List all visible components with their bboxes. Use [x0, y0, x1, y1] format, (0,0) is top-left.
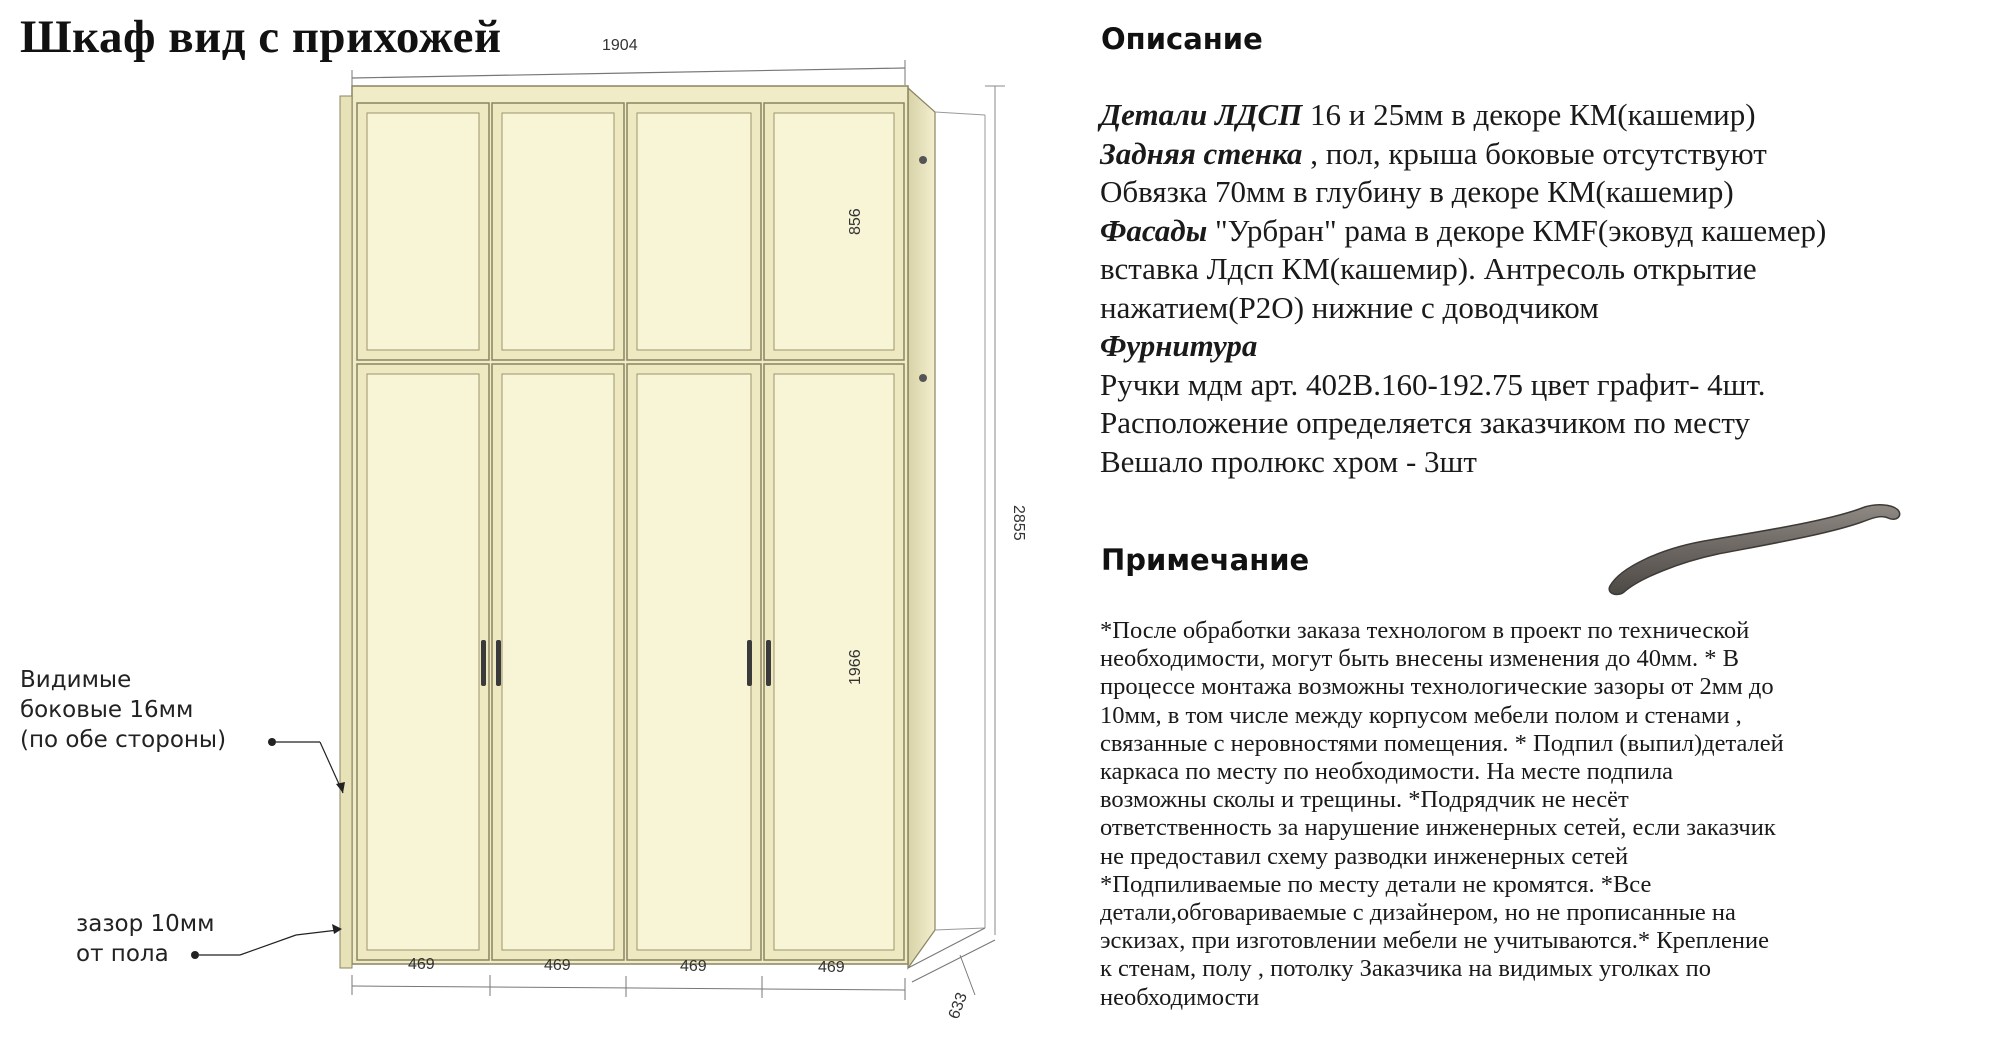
height-label: 2855 [1010, 505, 1027, 541]
sides-callout-line-3: (по обе стороны) [20, 727, 227, 753]
description-line-text: "Урбран" рама в декоре КМF(эковуд кашемер) [1207, 212, 1827, 248]
width-label: 1904 [602, 37, 638, 54]
note-line: необходимости [1100, 983, 1260, 1011]
note-heading: Примечание [1101, 543, 1310, 577]
description-line [1100, 443, 1980, 482]
description-line [1100, 289, 1980, 328]
lower-doors [357, 364, 904, 960]
description-text [1100, 96, 1980, 481]
gap-callout [76, 909, 215, 969]
upper-height-label: 856 [847, 208, 864, 235]
description-line-label: Фасады [1100, 212, 1208, 248]
description-line-text: Обвязка 70мм в глубину в декоре КМ(кашемир) [1100, 174, 1734, 209]
description-line-text: Вешало пролюкс хром - 3шт [1100, 443, 1477, 479]
door-width-4: 469 [818, 959, 845, 976]
door-width-2: 469 [544, 957, 571, 974]
note-line: *После обработки заказа технологом в проект по технической [1100, 617, 1750, 644]
description-heading: Описание [1101, 22, 1263, 56]
description-line-label: Задняя стенка [1100, 135, 1303, 171]
note-line: эскизах, при изготовлении мебели не учитываются.* Крепление [1100, 927, 1769, 955]
description-line [1100, 96, 1980, 135]
description-line [1100, 366, 1980, 405]
door-width-3: 469 [680, 958, 707, 975]
description-line-text: Ручки мдм арт. 402В.160-192.75 цвет графит- 4шт. [1100, 366, 1766, 402]
description-line-label: Фурнитура [1100, 328, 1258, 363]
note-line: не предоставил схему разводки инженерных сетей [1100, 842, 1629, 870]
description-line [1100, 173, 1980, 212]
handle-image [1600, 498, 1910, 598]
description-line [1100, 404, 1980, 443]
upper-doors [357, 103, 904, 360]
note-line: связанные с неровностями помещения. * Подпил (выпил)деталей [1100, 729, 1784, 757]
note-line: *Подпиливаемые по месту детали не кромятся. *Все [1100, 870, 1652, 898]
description-line-text: Расположение определяется заказчиком по месту [1100, 405, 1751, 440]
note-line: 10мм, в том числе между корпусом мебели полом и стенами , [1100, 701, 1742, 729]
height-dimension [985, 86, 1027, 935]
note-line: необходимости, могут быть внесены изменения до 40мм. * В [1100, 645, 1739, 673]
lower-height-label: 1966 [847, 649, 864, 685]
door-width-1: 469 [408, 956, 435, 973]
wardrobe-side-panel [908, 88, 935, 968]
description-line-text: нажатием(Р2О) нижние с доводчиком [1100, 289, 1599, 325]
gap-callout-line-1: зазор 10мм [76, 911, 215, 937]
note-line: ответственность за нарушение инженерных сетей, если заказчик [1100, 814, 1776, 842]
page-title: Шкаф вид с прихожей [20, 11, 502, 63]
side-callout-leader [268, 738, 345, 793]
note-line: детали,обговариваемые с дизайнером, но не прописанные на [1100, 899, 1736, 927]
description-line-text: 16 и 25мм в декоре КМ(кашемир) [1302, 97, 1756, 132]
description-line [1100, 250, 1980, 289]
description-line [1100, 212, 1980, 251]
description-line-label: Детали ЛДСП [1100, 97, 1303, 132]
note-line: к стенам, полу , потолку Заказчика на видимых уголках по [1100, 955, 1712, 983]
description-line [1100, 327, 1980, 366]
note-line: возможны сколы и трещины. *Подрядчик не несёт [1100, 786, 1629, 814]
description-line-text: , пол, крыша боковые отсутствуют [1302, 135, 1767, 171]
description-line-text: вставка Лдсп КМ(кашемир). Антресоль открытие [1100, 251, 1757, 286]
sides-callout [20, 665, 226, 755]
depth-label: 633 [945, 990, 971, 1022]
sides-callout-line-2: боковые 16мм [20, 697, 194, 723]
sides-callout-line-1: Видимые [20, 667, 132, 693]
gap-callout-line-2: от пола [76, 941, 169, 967]
note-text [1100, 617, 1980, 1012]
note-line: процессе монтажа возможны технологические зазоры от 2мм до [1100, 673, 1774, 701]
note-line: каркаса по месту по необходимости. На месте подпила [1100, 758, 1674, 786]
description-line [1100, 135, 1980, 174]
